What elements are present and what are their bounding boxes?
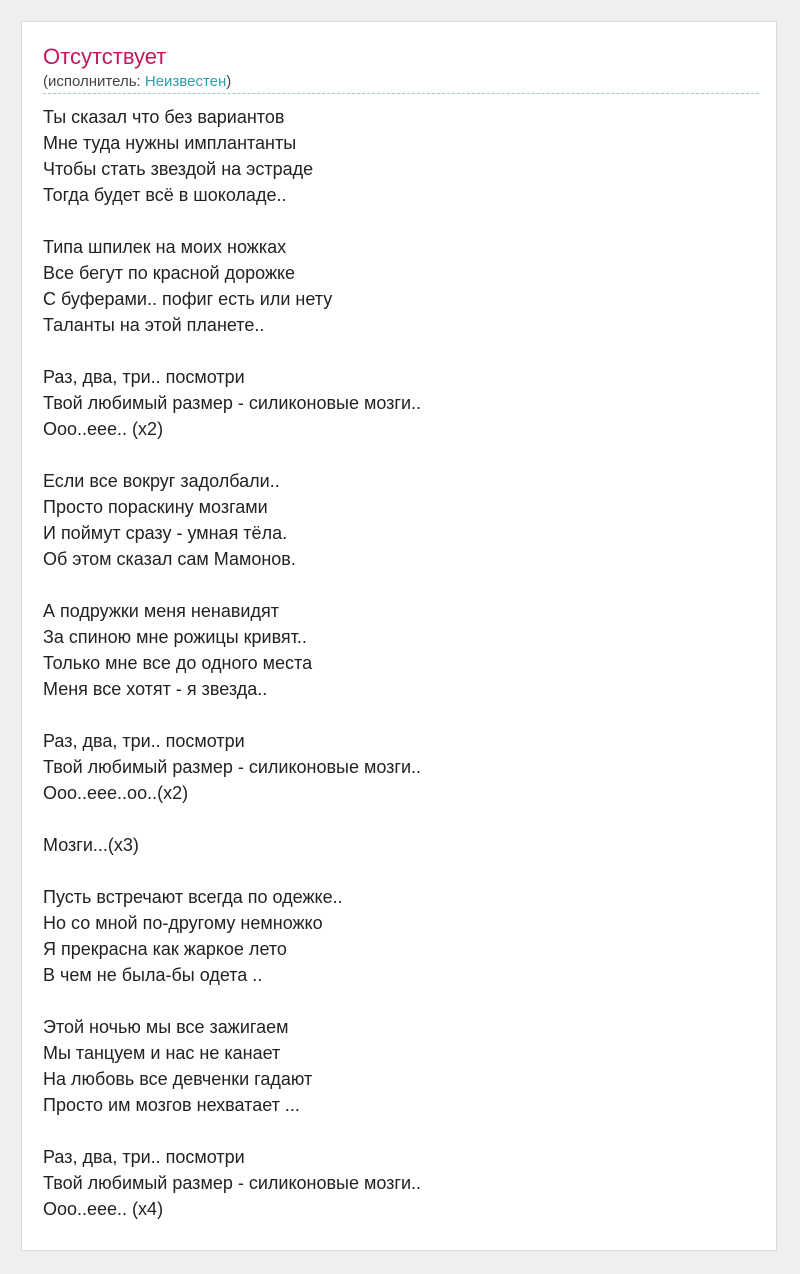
lyric-line: Мы танцуем и нас не канает bbox=[43, 1043, 281, 1063]
lyric-line: Твой любимый размер - силиконовые мозги.. bbox=[43, 393, 422, 413]
lyric-line: За спиною мне рожицы кривят.. bbox=[43, 627, 307, 647]
lyric-line: Мозги...(x3) bbox=[43, 835, 139, 855]
lyric-line: Раз, два, три.. посмотри bbox=[43, 731, 245, 751]
lyric-line: Меня все хотят - я звезда.. bbox=[43, 679, 268, 699]
lyric-line: Об этом сказал сам Мамонов. bbox=[43, 549, 296, 569]
lyric-line: Просто им мозгов нехватает ... bbox=[43, 1095, 300, 1115]
title-divider bbox=[43, 93, 759, 94]
stanza-break bbox=[43, 702, 759, 728]
lyric-line: На любовь все девченки гадают bbox=[43, 1069, 313, 1089]
stanza-break bbox=[43, 988, 759, 1014]
lyric-line: Я прекрасна как жаркое лето bbox=[43, 939, 287, 959]
lyric-line: Ты сказал что без вариантов bbox=[43, 107, 285, 127]
lyric-line: Если все вокруг задолбали.. bbox=[43, 471, 280, 491]
lyric-line: Мне туда нужны имплантанты bbox=[43, 133, 297, 153]
lyric-line: В чем не была-бы одета .. bbox=[43, 965, 263, 985]
lyric-line: А подружки меня ненавидят bbox=[43, 601, 279, 621]
lyric-line: Ооо..еее.. (x4) bbox=[43, 1199, 164, 1219]
lyrics-card bbox=[21, 21, 777, 1251]
artist-prefix: (исполнитель: bbox=[43, 73, 145, 90]
lyrics-text bbox=[43, 104, 759, 1222]
lyric-line: Тогда будет всё в шоколаде.. bbox=[43, 185, 287, 205]
lyric-line: С буферами.. пофиг есть или нету bbox=[43, 289, 333, 309]
lyric-line: Этой ночью мы все зажигаем bbox=[43, 1017, 289, 1037]
lyric-line: И поймут сразу - умная тёла. bbox=[43, 523, 288, 543]
stanza-break bbox=[43, 338, 759, 364]
artist-link[interactable]: Неизвестен bbox=[144, 73, 227, 90]
lyric-line: Типа шпилек на моих ножках bbox=[43, 237, 287, 257]
stanza-break bbox=[43, 208, 759, 234]
song-title: Отсутствует bbox=[43, 44, 167, 69]
lyric-line: Ооо..еее.. (x2) bbox=[43, 419, 164, 439]
lyric-line: Но со мной по-другому немножко bbox=[43, 913, 323, 933]
lyric-line: Ооо..еее..оо..(x2) bbox=[43, 783, 189, 803]
stanza-break bbox=[43, 806, 759, 832]
lyric-line: Только мне все до одного места bbox=[43, 653, 313, 673]
stanza-break bbox=[43, 1118, 759, 1144]
lyric-line: Твой любимый размер - силиконовые мозги.. bbox=[43, 1173, 422, 1193]
lyric-line: Чтобы стать звездой на эстраде bbox=[43, 159, 314, 179]
stanza-break bbox=[43, 442, 759, 468]
lyric-line: Раз, два, три.. посмотри bbox=[43, 367, 245, 387]
artist-suffix: ) bbox=[226, 73, 232, 90]
stanza-break bbox=[43, 858, 759, 884]
lyric-line: Пусть встречают всегда по одежке.. bbox=[43, 887, 343, 907]
lyric-line: Раз, два, три.. посмотри bbox=[43, 1147, 245, 1167]
lyric-line: Таланты на этой планете.. bbox=[43, 315, 265, 335]
lyric-line: Просто пораскину мозгами bbox=[43, 497, 268, 517]
stanza-break bbox=[43, 572, 759, 598]
artist-line bbox=[43, 73, 231, 91]
lyric-line: Твой любимый размер - силиконовые мозги.. bbox=[43, 757, 422, 777]
lyric-line: Все бегут по красной дорожке bbox=[43, 263, 296, 283]
